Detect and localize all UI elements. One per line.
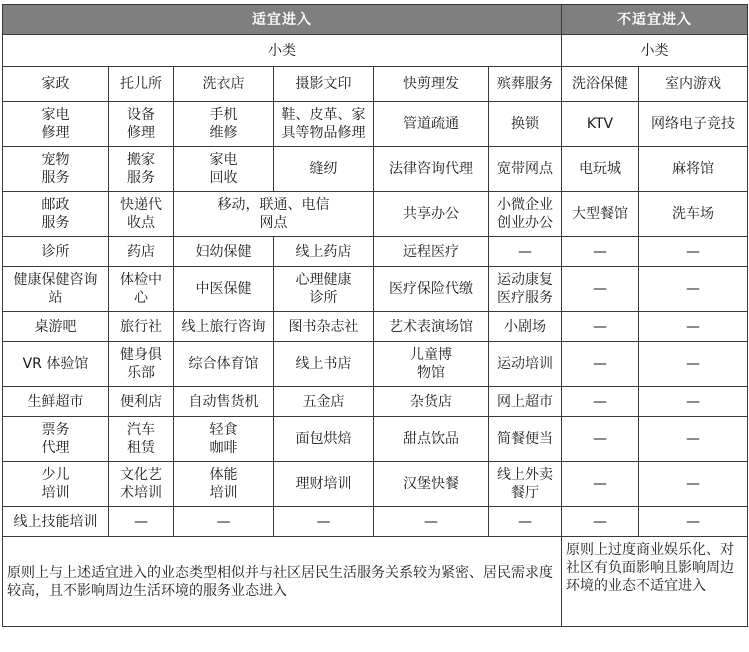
table-cell: 托儿所: [109, 67, 174, 102]
table-cell: 小微企业 创业办公: [489, 192, 562, 237]
table-cell: —: [562, 312, 639, 342]
table-row: [3, 387, 748, 417]
table-cell: 运动培训: [489, 342, 562, 387]
table-cell: 生鲜超市: [3, 387, 109, 417]
table-cell: 法律咨询代理: [374, 147, 489, 192]
table-cell: 宽带网点: [489, 147, 562, 192]
table-cell: 线上外卖 餐厅: [489, 462, 562, 507]
table-cell: 设备 修理: [109, 102, 174, 147]
subheader-unsuitable: 小类: [562, 35, 748, 67]
table-cell: —: [562, 417, 639, 462]
table-cell: 室内游戏: [639, 67, 748, 102]
table-cell: 轻食 咖啡: [174, 417, 274, 462]
note-unsuitable: 原则上过度商业娱乐化、对社区有负面影响且影响周边环境的业态不适宜进入: [562, 537, 748, 627]
table-cell: 面包烘焙: [274, 417, 374, 462]
table-row: [3, 417, 748, 462]
table-cell: —: [374, 507, 489, 537]
table-cell: 快剪理发: [374, 67, 489, 102]
table-cell: 家电 回收: [174, 147, 274, 192]
table-cell: —: [639, 462, 748, 507]
table-cell: 殡葬服务: [489, 67, 562, 102]
table-cell: 小剧场: [489, 312, 562, 342]
notes-row: [3, 537, 748, 627]
table-cell: 理财培训: [274, 462, 374, 507]
table-cell: 少儿 培训: [3, 462, 109, 507]
table-cell: 杂货店: [374, 387, 489, 417]
table-cell: 桌游吧: [3, 312, 109, 342]
table-cell: 网络电子竞技: [639, 102, 748, 147]
table-cell: 医疗保险代缴: [374, 267, 489, 312]
table-cell: 自动售货机: [174, 387, 274, 417]
table-cell: 洗车场: [639, 192, 748, 237]
table-cell: 健康保健咨询 站: [3, 267, 109, 312]
table-cell: 图书杂志社: [274, 312, 374, 342]
table-cell: 缝纫: [274, 147, 374, 192]
table-cell: —: [562, 267, 639, 312]
table-cell: 心理健康 诊所: [274, 267, 374, 312]
table-cell: 线上旅行咨询: [174, 312, 274, 342]
table-cell: —: [109, 507, 174, 537]
table-cell: 五金店: [274, 387, 374, 417]
table-cell: 简餐便当: [489, 417, 562, 462]
table-cell: 艺术表演场馆: [374, 312, 489, 342]
table-cell: —: [639, 507, 748, 537]
table-row: [3, 102, 748, 147]
note-suitable: 原则上与上述适宜进入的业态类型相似并与社区居民生活服务关系较为紧密、居民需求度较高，且不影响周边生活环境的服务业态进入: [3, 537, 562, 627]
table-cell: 汽车 租赁: [109, 417, 174, 462]
table-cell: 管道疏通: [374, 102, 489, 147]
table-cell: 线上药店: [274, 237, 374, 267]
table-cell: 家政: [3, 67, 109, 102]
header-unsuitable: 不适宜进入: [562, 5, 748, 35]
table-cell: 票务 代理: [3, 417, 109, 462]
table-row: [3, 462, 748, 507]
table-cell: —: [639, 267, 748, 312]
table-cell: 大型餐馆: [562, 192, 639, 237]
subheader-suitable: 小类: [3, 35, 562, 67]
table-row: [3, 237, 748, 267]
table-cell: 宠物 服务: [3, 147, 109, 192]
table-cell: —: [562, 342, 639, 387]
table-cell: KTV: [562, 102, 639, 147]
header-suitable: 适宜进入: [3, 5, 562, 35]
table-cell: 药店: [109, 237, 174, 267]
table-cell: 换锁: [489, 102, 562, 147]
table-cell: 手机 维修: [174, 102, 274, 147]
table-cell: —: [489, 507, 562, 537]
table-cell: 邮政 服务: [3, 192, 109, 237]
table-cell: VR 体验馆: [3, 342, 109, 387]
table-cell: 家电 修理: [3, 102, 109, 147]
table-cell: 线上技能培训: [3, 507, 109, 537]
table-row: [3, 192, 748, 237]
table-cell: —: [639, 417, 748, 462]
table-cell: 体检中 心: [109, 267, 174, 312]
table-cell: 麻将馆: [639, 147, 748, 192]
table-cell: 鞋、皮革、家 具等物品修理: [274, 102, 374, 147]
table-cell: —: [489, 237, 562, 267]
table-cell: 电玩城: [562, 147, 639, 192]
table-cell: 旅行社: [109, 312, 174, 342]
table-row: [3, 67, 748, 102]
table-cell: 体能 培训: [174, 462, 274, 507]
table-cell: 妇幼保健: [174, 237, 274, 267]
table-cell: 共享办公: [374, 192, 489, 237]
table-row: [3, 147, 748, 192]
table-cell: 洗浴保健: [562, 67, 639, 102]
table-cell: 网上超市: [489, 387, 562, 417]
table-row: [3, 507, 748, 537]
table-cell: 文化艺 术培训: [109, 462, 174, 507]
table-cell: —: [639, 342, 748, 387]
table-cell: —: [174, 507, 274, 537]
business-type-table: [2, 4, 748, 627]
table-cell: —: [562, 507, 639, 537]
table-cell: —: [639, 312, 748, 342]
table-cell: —: [562, 237, 639, 267]
table-cell: 汉堡快餐: [374, 462, 489, 507]
table-cell: 甜点饮品: [374, 417, 489, 462]
table-cell: 运动康复 医疗服务: [489, 267, 562, 312]
table-cell: 儿童博 物馆: [374, 342, 489, 387]
table-cell: —: [562, 387, 639, 417]
table-cell: —: [274, 507, 374, 537]
table-cell: 快递代 收点: [109, 192, 174, 237]
table-cell: 诊所: [3, 237, 109, 267]
table-cell: 健身俱 乐部: [109, 342, 174, 387]
table-cell: 摄影文印: [274, 67, 374, 102]
table-cell: 搬家 服务: [109, 147, 174, 192]
table-row: [3, 267, 748, 312]
table-cell: —: [639, 237, 748, 267]
table-cell: 便利店: [109, 387, 174, 417]
table-cell: 移动，联通、电信 网点: [174, 192, 374, 237]
table-row: [3, 342, 748, 387]
table-cell: 线上书店: [274, 342, 374, 387]
table-row: [3, 312, 748, 342]
table-cell: 洗衣店: [174, 67, 274, 102]
table-cell: 远程医疗: [374, 237, 489, 267]
table-cell: —: [562, 462, 639, 507]
table-cell: 中医保健: [174, 267, 274, 312]
table-cell: —: [639, 387, 748, 417]
table-cell: 综合体育馆: [174, 342, 274, 387]
